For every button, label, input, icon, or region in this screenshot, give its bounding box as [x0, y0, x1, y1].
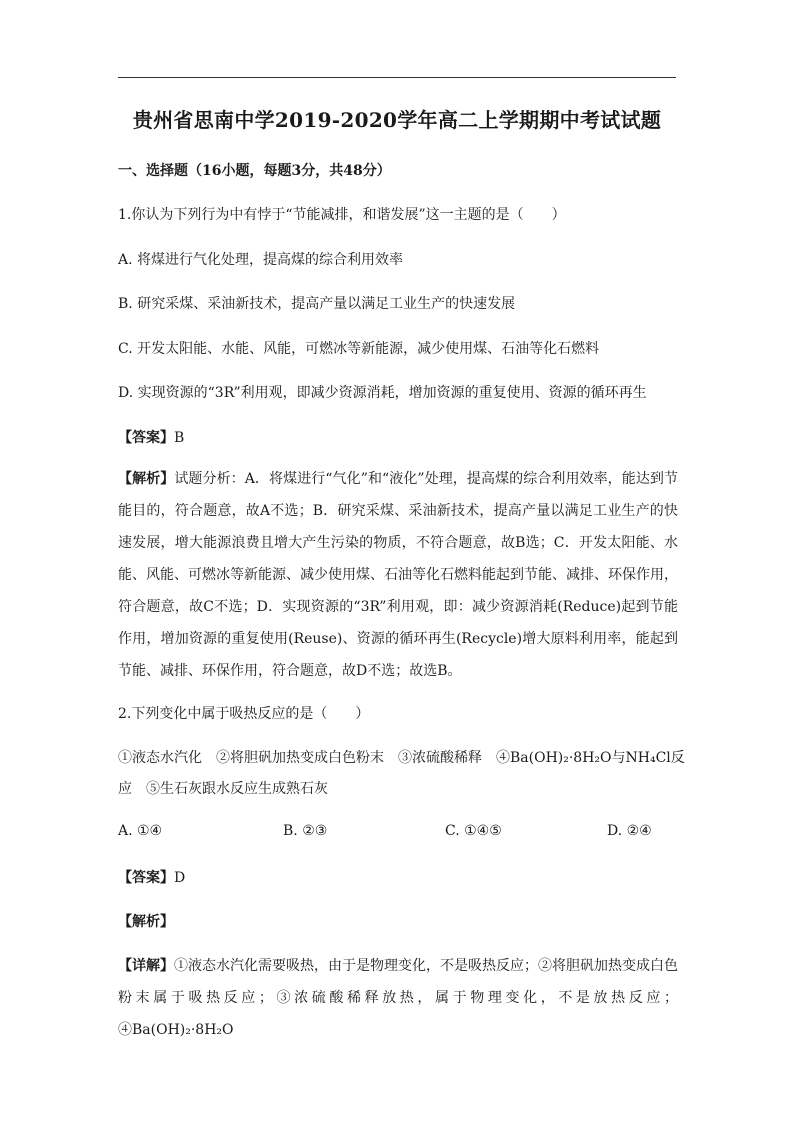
q2-answer-label: 【答案】 — [118, 870, 174, 886]
q2-stem: 2.下列变化中属于吸热反应的是（ ） — [118, 706, 370, 722]
q1-answer-label: 【答案】 — [118, 430, 174, 446]
q1-option-a: A. 将煤进行气化处理，提高煤的综合利用效率 — [118, 252, 404, 268]
q1-stem: 1.你认为下列行为中有悖于“节能减排，和谐发展”这一主题的是（ ） — [118, 207, 566, 223]
q1-answer — [118, 427, 184, 447]
page-title: 贵州省思南中学2019-2020学年高二上学期期中考试试题 — [132, 108, 662, 132]
q1-analysis-text: 试题分析：A．将煤进行“气化”和“液化”处理，提高煤的综合利用效率，能达到节能目的，符合题意，故A不选；B．研究采煤、采油新技术，提高产量以满足工业生产的快速发展，增大能源浪费且增大产生污染的物质，不符合题意，故B选；C．开发太阳能、水能、风能、可燃冰等新能源、减少使用煤、石油等化石燃料能起到节能、减排、环保作用，符合题意，故C不选；D．实现资源的“3R”利用观，即：减少资源消耗(Reduce)起到节能作用，增加资源的重复使用(Reuse)、资源的循环再生(Recycle)增大原料利用率，能起到节能、减排、环保作用，符合题意，故D不选；故选B。 — [118, 471, 678, 679]
header-rule — [118, 77, 676, 78]
q2-items-line1: ①液态水汽化 ②将胆矾加热变成白色粉末 ③浓硫酸稀释 ④Ba(OH)₂·8H₂O与NH₄Cl反 — [118, 750, 685, 766]
q2-answer-value: D — [174, 870, 186, 886]
q2-items-line2: 应 ⑤生石灰跟水反应生成熟石灰 — [118, 781, 328, 797]
q1-analysis-label: 【解析】 — [118, 471, 175, 487]
q1-option-c: C. 开发太阳能、水能、风能，可燃冰等新能源，减少使用煤、石油等化石燃料 — [118, 341, 600, 357]
q2-option-c: C. ①④⑤ — [445, 823, 502, 839]
q1-option-b: B. 研究采煤、采油新技术，提高产量以满足工业生产的快速发展 — [118, 296, 516, 312]
q2-answer — [118, 867, 185, 887]
q1-analysis — [118, 463, 678, 687]
q2-detail-label: 【详解】 — [118, 958, 174, 974]
q1-answer-value: B — [174, 430, 185, 446]
q2-option-d: D. ②④ — [607, 823, 652, 839]
q2-detail — [118, 950, 678, 1046]
q2-option-b: B. ②③ — [283, 823, 328, 839]
q1-option-d: D. 实现资源的“3R”利用观，即减少资源消耗，增加资源的重复使用、资源的循环再生 — [118, 385, 647, 401]
q2-analysis-label: 【解析】 — [118, 914, 174, 930]
q2-option-a: A. ①④ — [118, 823, 163, 839]
q2-detail-text: ①液态水汽化需要吸热，由于是物理变化，不是吸热反应；②将胆矾加热变成白色粉末属于吸热反应；③浓硫酸稀释放热，属于物理变化，不是放热反应；④Ba(OH)₂·8H₂O — [118, 958, 678, 1038]
section-heading: 一、选择题（16小题，每题3分，共48分） — [118, 163, 391, 179]
